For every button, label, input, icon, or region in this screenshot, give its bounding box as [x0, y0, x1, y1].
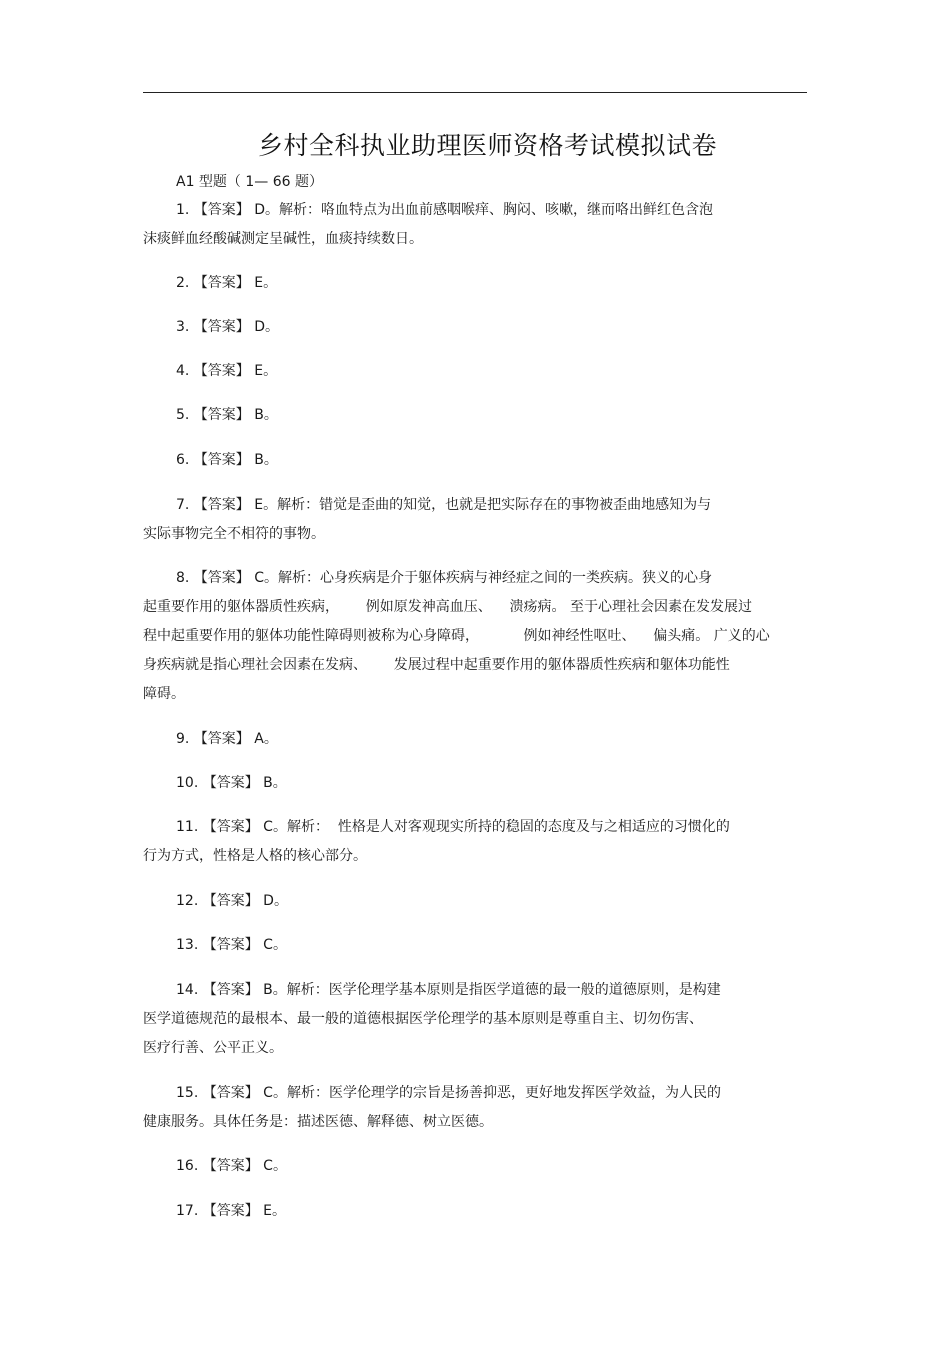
answer-item [143, 313, 279, 342]
answer-line-continued: 身疾病就是指心理社会因素在发病、 发展过程中起重要作用的躯体器质性疾病和躯体功能性 [143, 657, 730, 673]
answer-line-first: 15. 【答案】 C。解析：医学伦理学的宗旨是扬善抑恶，更好地发挥医学效益，为人民的 [176, 1085, 721, 1101]
answer-item [143, 813, 730, 871]
answer-line-first: 7. 【答案】 E。解析：错觉是歪曲的知觉，也就是把实际存在的事物被歪曲地感知为与 [176, 497, 712, 513]
answer-line-continued: 障碍。 [143, 686, 185, 702]
answer-item [143, 1079, 721, 1137]
answer-line-continued: 程中起重要作用的躯体功能性障碍则被称为心身障碍， 例如神经性呕吐、 偏头痛。 广义的心 [143, 628, 770, 644]
header-rule [143, 92, 807, 93]
answer-item [143, 196, 713, 254]
answer-line-first: 2. 【答案】 E。 [176, 275, 278, 291]
answer-item [143, 446, 278, 475]
answer-line-continued: 沫痰鲜血经酸碱测定呈碱性，血痰持续数日。 [143, 231, 423, 247]
answer-item [143, 976, 721, 1063]
answer-line-first: 12. 【答案】 D。 [176, 893, 288, 909]
answer-line-continued: 起重要作用的躯体器质性疾病， 例如原发神高血压、 溃疡病。 至于心理社会因素在发发展过 [143, 599, 752, 615]
answer-line-first: 13. 【答案】 C。 [176, 937, 287, 953]
answer-line-first: 1. 【答案】 D。解析：咯血特点为出血前感咽喉痒、胸闷、咳嗽，继而咯出鲜红色含泡 [176, 202, 714, 218]
answer-line-continued: 医疗行善、公平正义。 [143, 1040, 283, 1056]
answer-item [143, 269, 277, 298]
answer-line-first: 6. 【答案】 B。 [176, 452, 278, 468]
answer-line-first: 5. 【答案】 B。 [176, 407, 278, 423]
answer-item [143, 931, 287, 960]
answer-item [143, 491, 711, 549]
answer-line-first: 9. 【答案】 A。 [176, 731, 278, 747]
answer-line-continued: 实际事物完全不相符的事物。 [143, 526, 325, 542]
answer-item [143, 564, 770, 709]
answer-item [143, 357, 277, 386]
answer-item [143, 1197, 286, 1226]
answer-line-first: 17. 【答案】 E。 [176, 1203, 287, 1219]
answer-line-continued: 健康服务。具体任务是：描述医德、解释德、树立医德。 [143, 1114, 493, 1130]
answer-line-first: 3. 【答案】 D。 [176, 319, 280, 335]
answer-item [143, 887, 288, 916]
answer-line-first: 4. 【答案】 E。 [176, 363, 278, 379]
answer-line-continued: 医学道德规范的最根本、最一般的道德根据医学伦理学的基本原则是尊重自主、切勿伤害、 [143, 1011, 703, 1027]
answer-line-first: 11. 【答案】 C。解析： 性格是人对客观现实所持的稳固的态度及与之相适应的习惯化的 [176, 819, 730, 835]
document-title: 乡村全科执业助理医师资格考试模拟试卷 [257, 131, 717, 160]
answer-line-first: 10. 【答案】 B。 [176, 775, 287, 791]
answer-line-first: 16. 【答案】 C。 [176, 1158, 287, 1174]
answer-item [143, 401, 278, 430]
answer-line-continued: 行为方式，性格是人格的核心部分。 [143, 848, 367, 864]
answer-line-first: 8. 【答案】 C。解析：心身疾病是介于躯体疾病与神经症之间的一类疾病。狭义的心身 [176, 570, 713, 586]
section-heading: A1 型题（ 1— 66 题） [176, 174, 324, 190]
answer-item [143, 769, 287, 798]
answer-line-first: 14. 【答案】 B。解析：医学伦理学基本原则是指医学道德的最一般的道德原则，是构建 [176, 982, 721, 998]
answer-item [143, 725, 278, 754]
answer-item [143, 1152, 287, 1181]
